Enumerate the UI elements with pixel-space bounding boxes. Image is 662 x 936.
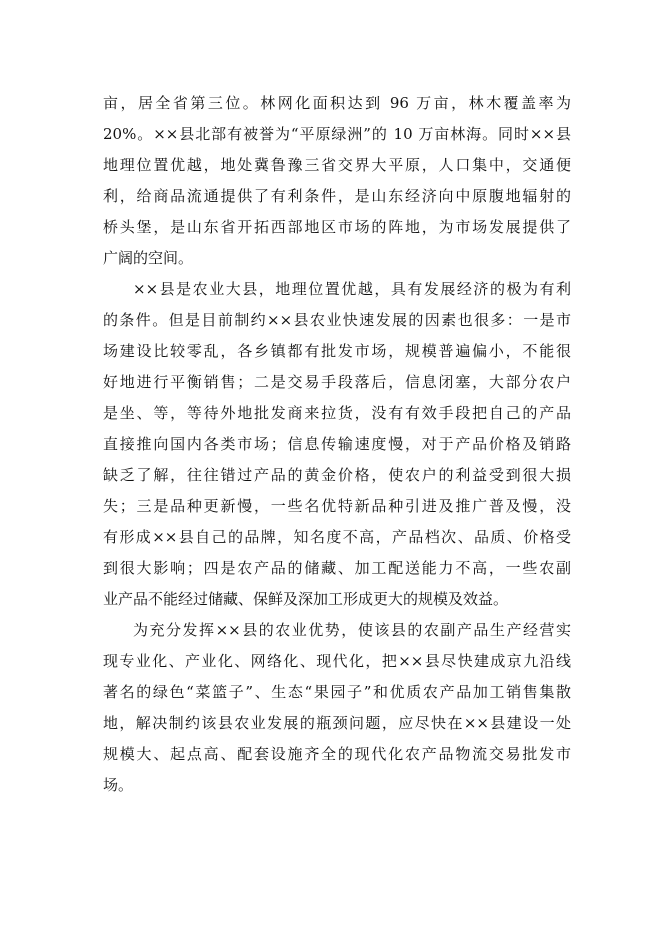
text-line: 场建设比较零乱，各乡镇都有批发市场，规模普遍偏小，不能很 [103, 342, 571, 360]
text-line: 规模大、起点高、配套设施齐全的现代化农产品物流交易批发市 [103, 745, 571, 763]
text-line: 地，解决制约该县农业发展的瓶颈问题，应尽快在××县建设一处 [103, 714, 571, 732]
text-line: ××县是农业大县，地理位置优越，具有发展经济的极为有利 [133, 280, 571, 298]
text-line: 地理位置优越，地处冀鲁豫三省交界大平原，人口集中，交通便 [103, 156, 571, 174]
text-line: 直接推向国内各类市场；信息传输速度慢，对于产品价格及销路 [103, 435, 571, 453]
text-line: 著名的绿色“菜篮子”、生态“果园子”和优质农产品加工销售集散 [103, 683, 571, 701]
text-line: 场。 [103, 776, 134, 794]
text-line: 是坐、等，等待外地批发商来拉货，没有有效手段把自己的产品 [103, 404, 571, 422]
paragraph-2 [103, 274, 571, 615]
text-line: 亩，居全省第三位。林网化面积达到 96 万亩，林木覆盖率为 [103, 94, 571, 112]
paragraph-3 [103, 615, 571, 801]
text-line: 失；三是品种更新慢，一些名优特新品种引进及推广普及慢，没 [103, 497, 571, 515]
text-line: 缺乏了解，往往错过产品的黄金价格，使农户的利益受到很大损 [103, 466, 571, 484]
text-line: 有形成××县自己的品牌，知名度不高，产品档次、品质、价格受 [103, 528, 571, 546]
text-line: 桥头堡，是山东省开拓西部地区市场的阵地，为市场发展提供了 [103, 218, 571, 236]
document-body [103, 88, 571, 801]
text-line: 业产品不能经过储藏、保鲜及深加工形成更大的规模及效益。 [103, 590, 509, 608]
text-line: 为充分发挥××县的农业优势，使该县的农副产品生产经营实 [133, 621, 571, 639]
text-line: 利，给商品流通提供了有利条件，是山东经济向中原腹地辐射的 [103, 187, 571, 205]
text-line: 广阔的空间。 [103, 249, 194, 267]
text-line: 好地进行平衡销售；二是交易手段落后，信息闭塞，大部分农户 [103, 373, 571, 391]
text-line: 到很大影响；四是农产品的储藏、加工配送能力不高，一些农副 [103, 559, 571, 577]
text-line: 现专业化、产业化、网络化、现代化，把××县尽快建成京九沿线 [103, 652, 571, 670]
paragraph-1 [103, 88, 571, 274]
text-line: 20%。××县北部有被誉为“平原绿洲”的 10 万亩林海。同时××县 [103, 125, 571, 143]
text-line: 的条件。但是目前制约××县农业快速发展的因素也很多：一是市 [103, 311, 571, 329]
